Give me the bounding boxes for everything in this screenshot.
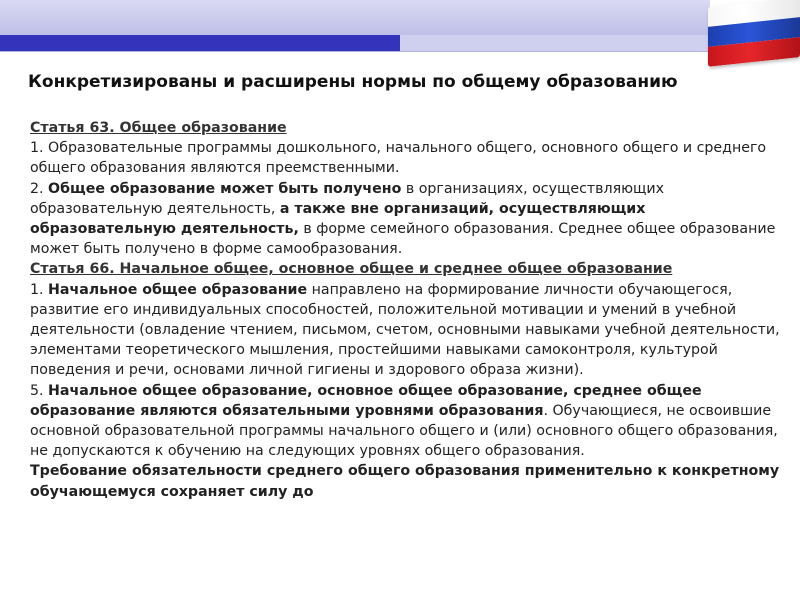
- article-66-item-5: 5. Начальное общее образование, основное общее образование, среднее общее образование являются обязательными уровнями образования. Обучающиеся, не освоившие основной образовательной программы начального общего и (или) основного общего образования, не допускаются к обучению на следующих уровнях общего образования.: [30, 382, 778, 460]
- slide-title: Конкретизированы и расширены нормы по общему образованию: [28, 72, 678, 92]
- header-accent-stripe: [0, 35, 400, 51]
- russian-flag-icon: [708, 0, 800, 67]
- article-63-heading: Статья 63. Общее образование: [30, 120, 287, 136]
- header-accent-stripe-light: [400, 35, 710, 51]
- article-66-item-1: 1. Начальное общее образование направлено на формирование личности обучающегося, развитие его индивидуальных способностей, положительной мотивации и умений в учебной деятельности (овладение чтением, письмом, счетом, основными навыками учебной деятельности, элементами теоретического мышления, простейшими навыками самоконтроля, культурой поведения и речи, основами личной гигиены и здорового образа жизни).: [30, 281, 780, 379]
- article-66-heading: Статья 66. Начальное общее, основное общее и среднее общее образование: [30, 261, 673, 278]
- slide-body: [30, 118, 792, 502]
- article-63-item-2: 2. Общее образование может быть получено в организациях, осуществляющих образовательную деятельность, а также вне организаций, осуществляющих образовательную деятельность, в форме семейного образования. Среднее общее образование может быть получено в форме самообразования.: [30, 180, 776, 258]
- requirement-paragraph: Требование обязательности среднего общего образования применительно к конкретному обучающемуся сохраняет силу до: [30, 463, 780, 500]
- article-63-item-1: 1. Образовательные программы дошкольного, начального общего, основного общего и среднего общего образования являются преемственными.: [30, 140, 767, 177]
